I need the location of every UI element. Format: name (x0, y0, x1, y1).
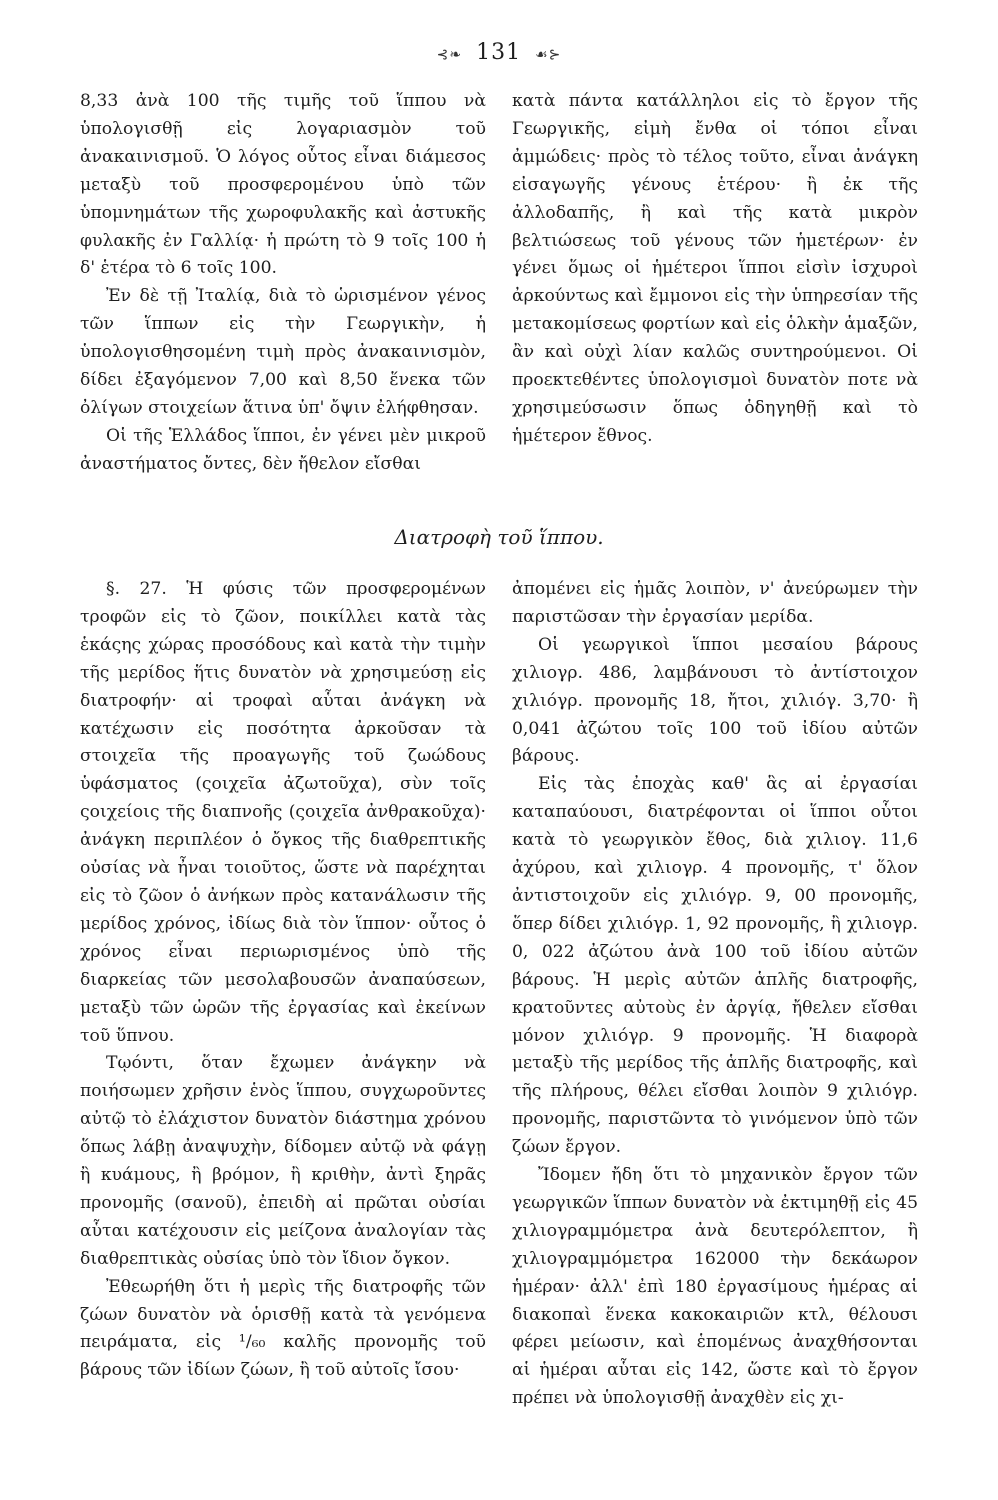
paragraph: κατὰ πάντα κατάλληλοι εἰς τὸ ἔργον τῆς Γεωργικῆς, εἰμὴ ἔνθα οἱ τόποι εἶναι ἀμμώδεις· πρὸς τὸ τέλος τοῦτο, εἶναι ἀνάγκη εἰσαγωγῆς γένους ἑτέρου· ἢ ἐκ τῆς ἀλλοδαπῆς, ἢ καὶ τῆς κατὰ μικρὸν βελτιώσεως τοῦ γένους τῶν ἡμετέρων· ἐν γένει ὅμως οἱ ἡμέτεροι ἵπποι εἰσὶν ἰσχυροὶ ἀρκούντως καὶ ἔμμονοι εἰς τὴν ὑπηρεσίαν τῆς μετακομίσεως φορτίων καὶ εἰς ὁλκὴν ἁμαξῶν, ἂν καὶ οὐχὶ λίαν καλῶς συντηρούμενοι. Οἱ προεκτεθέντες ὑπολογισμοὶ δυνατὸν ποτε νὰ χρησιμεύσωσιν ὅπως ὁδηγηθῇ καὶ τὸ ἡμέτερον ἔθνος. (512, 91, 918, 446)
ornament-left-icon: ⊰❧ (436, 47, 463, 63)
column-top-right (512, 88, 918, 451)
paragraph: Ἐθεωρήθη ὅτι ἡ μερὶς τῆς διατροφῆς τῶν ζώων δυνατὸν νὰ ὁρισθῇ κατὰ τὰ γενόμενα πειράματα, εἰς ¹/₆₀ καλῆς προνομῆς τοῦ βάρους τῶν ἰδίων ζώων, ἢ τοῦ αὐτοῖς ἴσου· (80, 1276, 486, 1381)
page-number: 131 (476, 40, 522, 65)
paragraph: Οἱ τῆς Ἑλλάδος ἵπποι, ἐν γένει μὲν μικροῦ ἀναστήματος ὄντες, δὲν ἤθελον εἴσθαι (80, 425, 486, 474)
column-top-left (80, 88, 486, 479)
column-bottom-left (80, 576, 486, 1385)
paragraph: Εἰς τὰς ἐποχὰς καθ' ἃς αἱ ἐργασίαι καταπαύουσι, διατρέφονται οἱ ἵπποι οὗτοι κατὰ τὸ γεωργικὸν ἔθος, διὰ χιλιογ. 11,6 ἀχύρου, καὶ χιλιογρ. 4 προνομῆς, τ' ὅλον ἀντιστοιχοῦν εἰς χιλιόγρ. 9, 00 προνομῆς, ὅπερ δίδει χιλιόγρ. 1, 92 προνομῆς, ἢ χιλιογρ. 0, 022 ἀζώτου ἀνὰ 100 τοῦ ἰδίου αὐτῶν βάρους. Ἡ μερὶς αὐτῶν ἁπλῆς διατροφῆς, κρατοῦντες αὐτοὺς ἐν ἀργίᾳ, ἤθελεν εἴσθαι μόνον χιλιόγρ. 9 προνομῆς. Ἡ διαφορὰ μεταξὺ τῆς μερίδος τῆς ἁπλῆς διατροφῆς, καὶ τῆς πλήρους, θέλει εἴσθαι λοιπὸν 9 χιλιόγρ. προνομῆς, παριστῶντα τὸ γινόμενον ὑπὸ τῶν ζώων ἔργον. (512, 774, 918, 1158)
paragraph: Οἱ γεωργικοὶ ἵπποι μεσαίου βάρους χιλιογρ. 486, λαμβάνουσι τὸ ἀντίστοιχον χιλιόγρ. προνομῆς 18, ἤτοι, χιλιόγ. 3,70· ἢ 0,041 ἀζώτου τοῖς 100 τοῦ ἰδίου αὐτῶν βάρους. (512, 634, 918, 767)
paragraph: Τῳόντι, ὅταν ἔχωμεν ἀνάγκην νὰ ποιήσωμεν χρῆσιν ἑνὸς ἵππου, συγχωροῦντες αὐτῷ τὸ ἐλάχιστον δυνατὸν διάστημα χρόνου ὅπως λάβῃ ἀναψυχὴν, δίδομεν αὐτῷ νὰ φάγῃ ἢ κυάμους, ἢ βρόμον, ἢ κριθὴν, ἀντὶ ξηρᾶς προνομῆς (σανοῦ), ἐπειδὴ αἱ πρῶται οὐσίαι αὗται κατέχουσιν εἰς μείζονα ἀναλογίαν τὰς διαθρεπτικὰς οὐσίας ὑπὸ τὸν ἴδιον ὄγκον. (80, 1053, 486, 1269)
paragraph: ἀπομένει εἰς ἡμᾶς λοιπὸν, ν' ἀνεύρωμεν τὴν παριστῶσαν τὴν ἐργασίαν μερίδα. (512, 579, 918, 627)
paragraph: §. 27. Ἡ φύσις τῶν προσφερομένων τροφῶν εἰς τὸ ζῶον, ποικίλλει κατὰ τὰς ἑκάςης χώρας προσόδους καὶ κατὰ τὴν τιμὴν τῆς μερίδος ἥτις δυνατὸν νὰ χρησιμεύσῃ εἰς διατροφήν· αἱ τροφαὶ αὗται ἀνάγκη νὰ κατέχωσιν εἰς ποσότητα ἀρκοῦσαν τὰ στοιχεῖα τῆς προαγωγῆς τοῦ ζωώδους ὑφάσματος (ςοιχεῖα ἀζωτοῦχα), σὺν τοῖς ςοιχείοις τῆς διαπνοῆς (ςοιχεῖα ἀνθρακοῦχα)· ἀνάγκη περιπλέον ὁ ὄγκος τῆς διαθρεπτικῆς οὐσίας νὰ ἦναι τοιοῦτος, ὥστε νὰ παρέχηται εἰς τὸ ζῶον ὁ ἀνήκων πρὸς κατανάλωσιν τῆς μερίδος χρόνος, ἰδίως διὰ τὸν ἵππον· οὗτος ὁ χρόνος εἶναι περιωρισμένος ὑπὸ τῆς διαρκείας τῶν μεσολαβουσῶν ἀναπαύσεων, μεταξὺ τῶν ὡρῶν τῆς ἐργασίας καὶ ἐκείνων τοῦ ὕπνου. (80, 579, 486, 1046)
paragraph: Ἴδομεν ἤδη ὅτι τὸ μηχανικὸν ἔργον τῶν γεωργικῶν ἵππων δυνατὸν νὰ ἐκτιμηθῇ εἰς 45 χιλιογραμμόμετρα ἀνὰ δευτερόλεπτον, ἢ χιλιογραμμόμετρα 162000 τὴν δεκάωρον ἡμέραν· ἀλλ' ἐπὶ 180 ἐργασίμους ἡμέρας αἱ διακοπαὶ ἕνεκα κακοκαιριῶν κτλ, θέλουσι φέρει μείωσιν, καὶ ἑπομένως ἀναχθήσονται αἱ ἡμέραι αὗται εἰς 142, ὥστε καὶ τὸ ἔργον πρέπει νὰ ὑπολογισθῇ ἀναχθὲν εἰς χι- (512, 1165, 918, 1409)
section-title: Διατροφὴ τοῦ ἵππου. (394, 525, 604, 549)
paragraph: Ἐν δὲ τῇ Ἰταλίᾳ, διὰ τὸ ὡρισμένον γένος τῶν ἵππων εἰς τὴν Γεωργικὴν, ἡ ὑπολογισθησομένη τιμὴ πρὸς ἀνακαινισμὸν, δίδει ἐξαγόμενον 7,00 καὶ 8,50 ἕνεκα τῶν ὀλίγων στοιχείων ἅτινα ὑπ' ὄψιν ἐλήφθησαν. (80, 286, 486, 418)
page-header (0, 40, 998, 68)
ornament-right-icon: ☙⊱ (535, 47, 562, 63)
paragraph: 8,33 ἀνὰ 100 τῆς τιμῆς τοῦ ἵππου νὰ ὑπολογισθῇ εἰς λογαριασμὸν τοῦ ἀνακαινισμοῦ. Ὁ λόγος οὗτος εἶναι διάμεσος μεταξὺ τοῦ προσφερομένου ὑπὸ τῶν ὑπομνημάτων τῆς χωροφυλακῆς καὶ ἀστυκῆς φυλακῆς ἐν Γαλλίᾳ· ἡ πρώτη τὸ 9 τοῖς 100 ἡ δ' ἑτέρα τὸ 6 τοῖς 100. (80, 91, 486, 279)
column-bottom-right (512, 576, 918, 1413)
